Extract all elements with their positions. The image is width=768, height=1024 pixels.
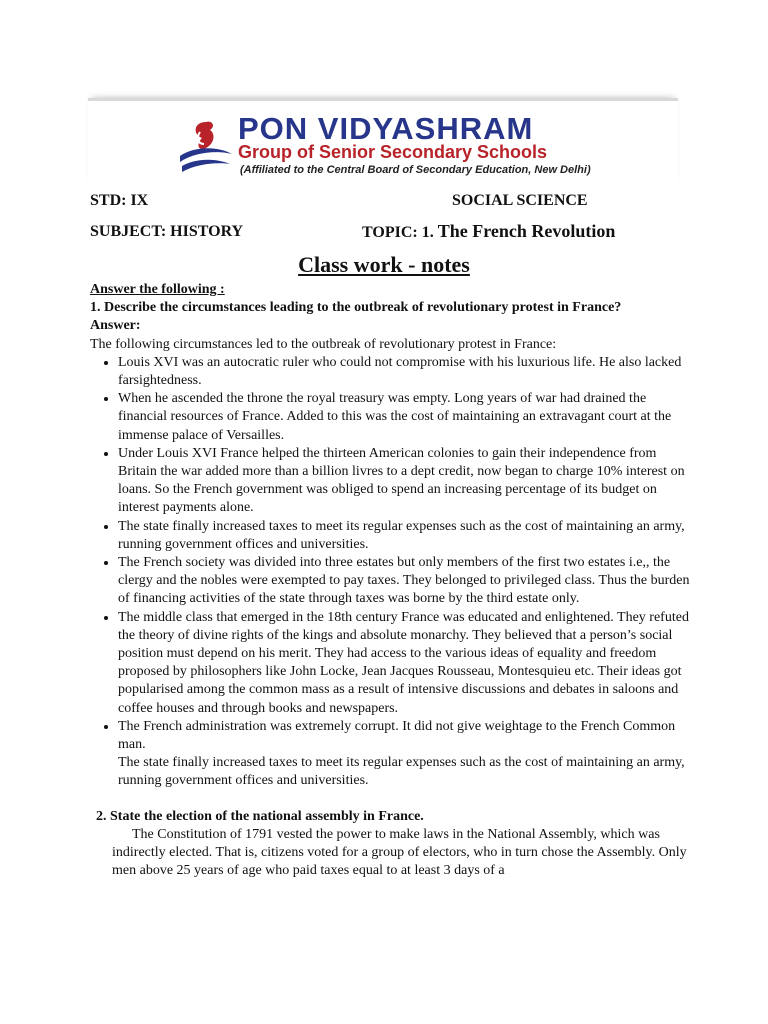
subject-area-label: SOCIAL SCIENCE xyxy=(452,192,588,209)
list-item: • When he ascended the throne the royal treasury was empty. Long years of war had drained the financial resources of France. Added to this was the cost of maintaining an extravagant court at the immense palace of Versailles. xyxy=(118,390,690,445)
school-logo-icon xyxy=(176,118,236,174)
school-name: PON VIDYASHRAM xyxy=(238,111,534,146)
school-affiliation: (Affiliated to the Central Board of Secondary Education, New Delhi) xyxy=(240,164,591,176)
q1-continuation: The state finally increased taxes to meet its regular expenses such as the cost of maintaining an army, running government offices and universities. xyxy=(118,755,685,789)
topic-name: The French Revolution xyxy=(437,221,616,241)
subject-label: SUBJECT: HISTORY xyxy=(90,223,244,240)
q1-answer-label: Answer: xyxy=(90,318,141,334)
topic-label: TOPIC: 1. xyxy=(362,224,434,241)
instruction: Answer the following : xyxy=(90,282,225,297)
list-item: • Louis XVI was an autocratic ruler who could not compromise with his luxurious life. He also lacked farsightedness. xyxy=(118,354,690,390)
list-item: • Under Louis XVI France helped the thirteen American colonies to gain their independence from Britain the war added more than a billion livres to a dept credit, now began to charge 10% interest on loans. So the French government was obliged to spend an increasing percentage of its budget on interest payments alone. xyxy=(118,445,690,518)
notes-body xyxy=(90,281,690,881)
std-label: STD: IX xyxy=(90,192,149,209)
page-title: Class work - notes xyxy=(298,252,470,277)
q1-intro: The following circumstances led to the outbreak of revolutionary protest in France: xyxy=(90,336,557,352)
q1-question: 1. Describe the circumstances leading to the outbreak of revolutionary protest in France? xyxy=(90,300,622,316)
list-item: • The middle class that emerged in the 18th century France was educated and enlightened. They refuted the theory of divine rights of the kings and absolute monarchy. They believed that a person’s social position must depend on his merit. They had access to the various ideas of equality and freedom proposed by philosophers like John Locke, Jean Jacques Rousseau, Montesquieu etc. Their ideas got popularised among the common mass as a result of intensive discussions and debates in saloons and coffee houses and through books and newspapers. xyxy=(118,609,690,718)
list-item: • The French administration was extremely corrupt. It did not give weightage to the French Common man. xyxy=(118,718,690,754)
school-subtitle: Group of Senior Secondary Schools xyxy=(238,142,548,162)
q1-bullet-list xyxy=(90,354,690,754)
q2-question: 2. State the election of the national assembly in France. xyxy=(96,808,424,824)
q2-paragraph: The Constitution of 1791 vested the power to make laws in the National Assembly, which was indirectly elected. That is, citizens voted for a group of electors, who in turn chose the Assembly. Only men above 25 years of age who paid taxes equal to at least 3 days of a xyxy=(112,826,687,879)
topic-line xyxy=(362,221,615,242)
list-item: • The state finally increased taxes to meet its regular expenses such as the cost of maintaining an army, running government offices and universities. xyxy=(118,518,690,554)
list-item: • The French society was divided into three estates but only members of the first two estates i.e,, the clergy and the nobles were exempted to pay taxes. They belonged to privileged class. Thus the burden of financing activities of the state through taxes was borne by the third estate only. xyxy=(118,554,690,609)
